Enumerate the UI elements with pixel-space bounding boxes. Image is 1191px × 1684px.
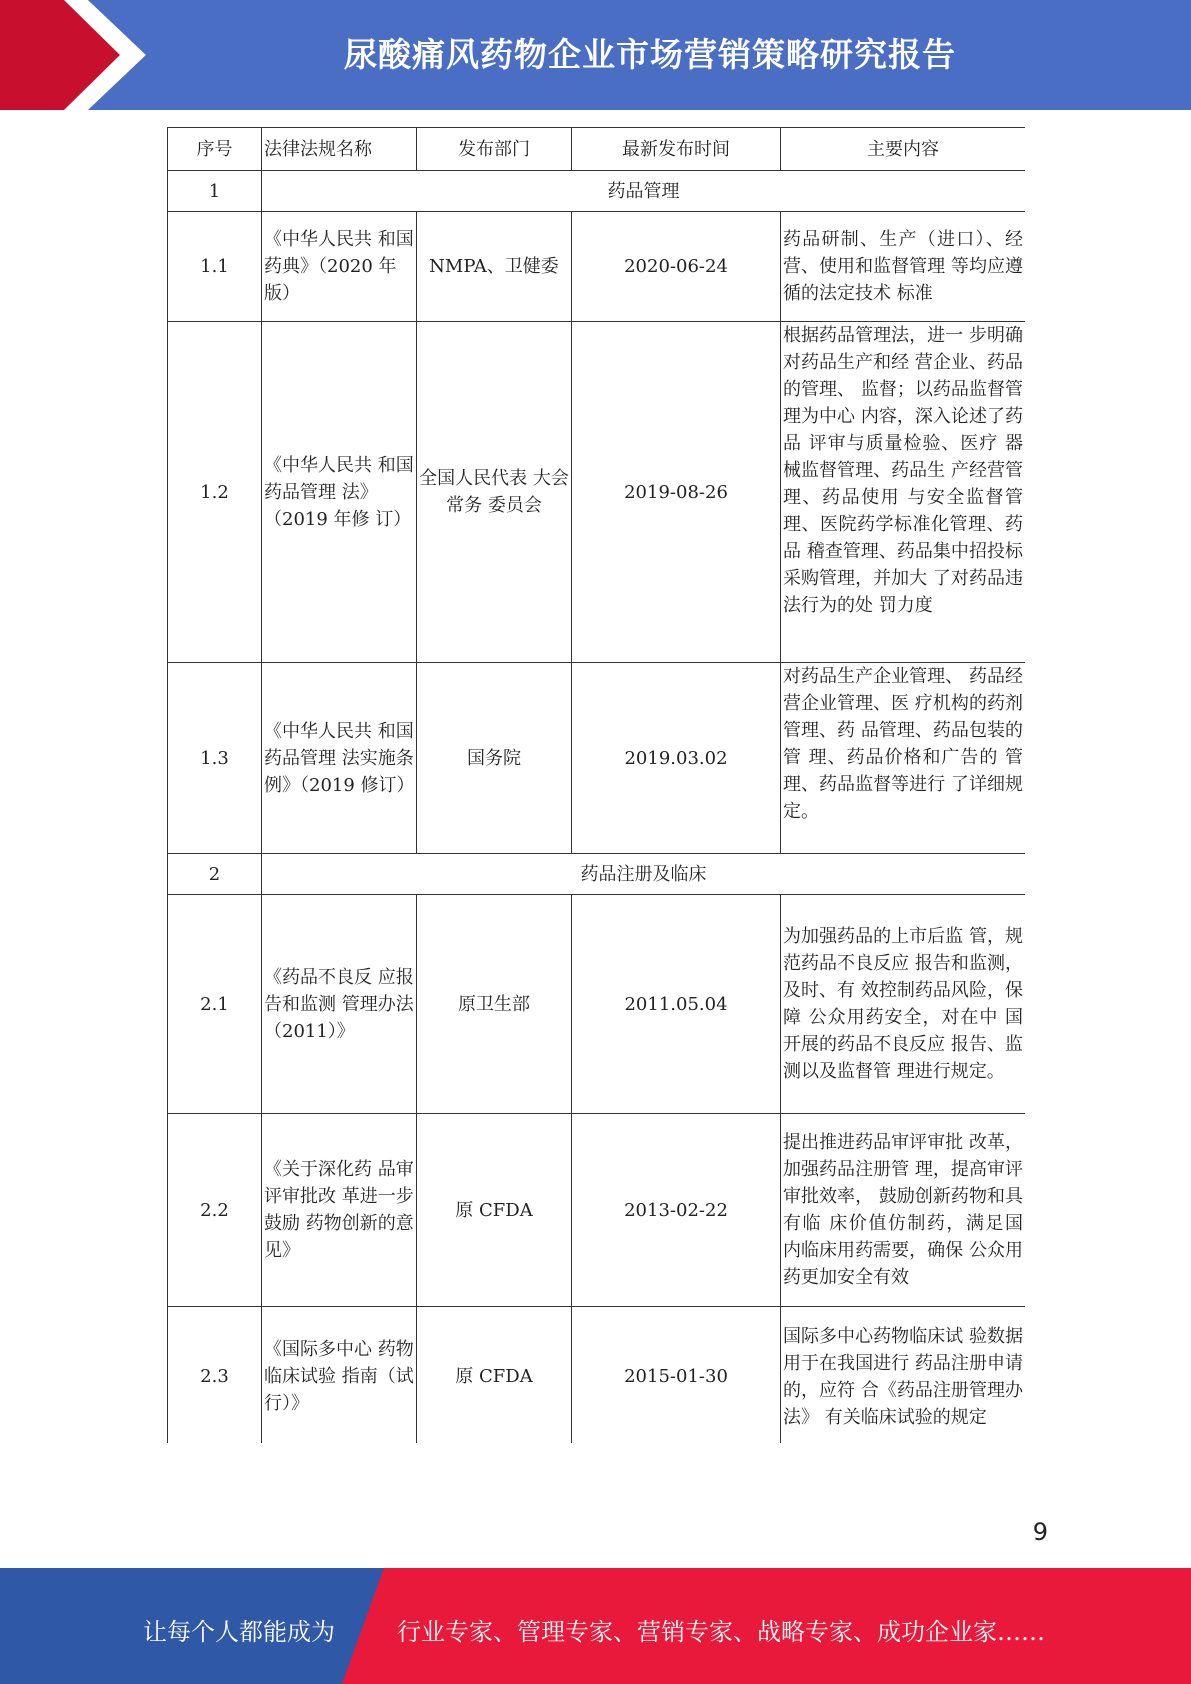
row-number: 2.3 [168, 1307, 262, 1444]
row-number: 1.2 [168, 322, 262, 663]
main-content: 药品研制、生产（进口）、经营、使用和监督管理 等均应遵循的法定技术 标准 [781, 212, 1026, 322]
col-header-name: 法律法规名称 [262, 128, 417, 171]
issuing-department: 原 CFDA [417, 1114, 572, 1307]
section-row [168, 171, 1026, 212]
row-number: 2.1 [168, 895, 262, 1114]
table-header-row [168, 128, 1026, 171]
regulation-name: 《药品不良反 应报告和监测 管理办法（2011）》 [262, 895, 417, 1114]
release-date: 2011.05.04 [572, 895, 781, 1114]
main-content: 国际多中心药物临床试 验数据用于在我国进行 药品注册申请的，应符 合《药品注册管理办法》 有关临床试验的规定 [781, 1307, 1026, 1444]
issuing-department: 原 CFDA [417, 1307, 572, 1444]
col-header-content: 主要内容 [781, 128, 1026, 171]
section-row [168, 854, 1026, 895]
table-row [168, 1114, 1026, 1307]
regulation-table-container [167, 127, 1025, 1443]
page-title: 尿酸痛风药物企业市场营销策略研究报告 [344, 34, 956, 74]
section-title: 药品注册及临床 [262, 854, 1026, 895]
regulation-name: 《中华人民共 和国药品管理 法》（2019 年修 订） [262, 322, 417, 663]
col-header-dept: 发布部门 [417, 128, 572, 171]
regulation-table [167, 127, 1025, 1443]
main-content: 对药品生产企业管理、 药品经营企业管理、医 疗机构的药剂管理、药 品管理、药品包装的管 理、药品价格和广告的 管理、药品监督等进行 了详细规定。 [781, 663, 1026, 854]
col-header-no: 序号 [168, 128, 262, 171]
issuing-department: 原卫生部 [417, 895, 572, 1114]
release-date: 2019.03.02 [572, 663, 781, 854]
page-number: 9 [1032, 1518, 1048, 1546]
row-number: 2.2 [168, 1114, 262, 1307]
section-number: 1 [168, 171, 262, 212]
release-date: 2019-08-26 [572, 322, 781, 663]
col-header-date: 最新发布时间 [572, 128, 781, 171]
footer-slogan-right: 行业专家、管理专家、营销专家、战略专家、成功企业家…… [397, 1618, 1045, 1646]
row-number: 1.1 [168, 212, 262, 322]
issuing-department: 国务院 [417, 663, 572, 854]
table-row [168, 1307, 1026, 1444]
table-row [168, 322, 1026, 663]
row-number: 1.3 [168, 663, 262, 854]
issuing-department: NMPA、卫健委 [417, 212, 572, 322]
table-row [168, 663, 1026, 854]
main-content: 为加强药品的上市后监 管，规范药品不良反应 报告和监测，及时、有 效控制药品风险，保障 公众用药安全，对在中 国开展的药品不良反应 报告、监测以及监督管 理进行规定。 [781, 895, 1026, 1114]
release-date: 2013-02-22 [572, 1114, 781, 1307]
issuing-department: 全国人民代表 大会常务 委员会 [417, 322, 572, 663]
regulation-name: 《国际多中心 药物临床试验 指南（试行）》 [262, 1307, 417, 1444]
main-content: 提出推进药品审评审批 改革，加强药品注册管 理，提高审评审批效率， 鼓励创新药物和具有临 床价值仿制药，满足国 内临床用药需要，确保 公众用药更加安全有效 [781, 1114, 1026, 1307]
section-number: 2 [168, 854, 262, 895]
section-title: 药品管理 [262, 171, 1026, 212]
footer-slogan-left: 让每个人都能成为 [143, 1618, 335, 1646]
release-date: 2020-06-24 [572, 212, 781, 322]
table-row [168, 212, 1026, 322]
regulation-name: 《关于深化药 品审评审批改 革进一步鼓励 药物创新的意 见》 [262, 1114, 417, 1307]
table-row [168, 895, 1026, 1114]
regulation-name: 《中华人民共 和国药品管理 法实施条例》（2019 修订） [262, 663, 417, 854]
regulation-name: 《中华人民共 和国药典》（2020 年版） [262, 212, 417, 322]
main-content [781, 322, 1026, 663]
release-date: 2015-01-30 [572, 1307, 781, 1444]
header-chevron-decoration [0, 0, 170, 110]
main-content-text: 根据药品管理法，进一 步明确对药品生产和经 营企业、药品的管理、 监督；以药品监督管理为中心 内容，深入论述了药品 评审与质量检验、医疗 器械监督管理、药品生 产经营管理、药品使用 与安全监督管理、医院药学标准化管理、药品 稽查管理、药品集中招投标采购管理，并加大 了对药品违法行为的处 罚力度 [783, 325, 1023, 616]
